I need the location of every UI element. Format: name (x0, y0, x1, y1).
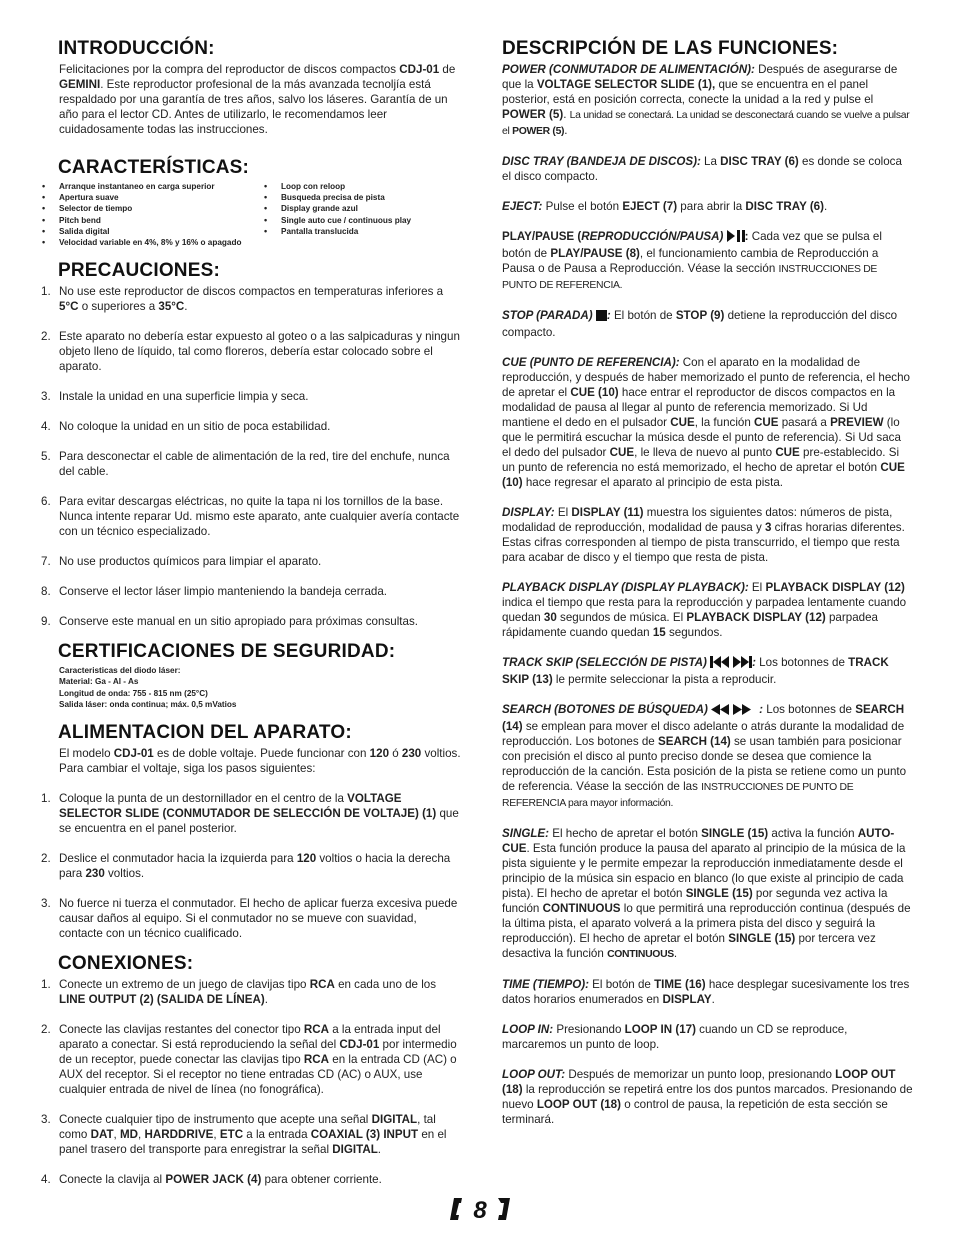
connections-list (41, 977, 462, 1187)
search-arrows-icon (711, 704, 759, 719)
features-col-1 (44, 181, 266, 248)
functions-heading: DESCRIPCIÓN DE LAS FUNCIONES: (502, 38, 839, 59)
play-pause-icon (727, 230, 745, 246)
fn-display: DISPLAY: El DISPLAY (11) muestra los siguientes datos: números de pista, modalidad de reproducción, modalidad de pausa y 3 cifras horarias diferentes. Estas cifras corresponden al tiempo de pista transcurrido, el tiempo que resta para acabar de disco y el tiempo que resta de pista. (502, 506, 905, 564)
fn-disc-tray: DISC TRAY (BANDEJA DE DISCOS): La DISC TRAY (6) es donde se coloca el disco compacto. (502, 155, 902, 183)
feature-item: • Velocidad variable en 4%, 8% y 16% o apagado (44, 237, 266, 248)
safety-line: Salida láser: onda continua; máx. 0,5 mVatios (59, 699, 237, 709)
fn-playback-display: PLAYBACK DISPLAY (DISPLAY PLAYBACK): El PLAYBACK DISPLAY (12) indica el tiempo que resta para la reproducción y parpadea lentamente cuando quedan 30 segundos de música. El PLAYBACK DISPLAY (12) parpadea rápidamente cuando quedan 15 segundos. (502, 581, 907, 639)
power-section (41, 722, 462, 941)
list-item: 3. No fuerce ni tuerza el conmutador. El hecho de aplicar fuerza excesiva puede causar daños al equipo. Si el conmutador no se mueve con suavidad, contacte con un técnico cualificado. (41, 897, 458, 941)
fn-single: SINGLE: El hecho de apretar el botón SINGLE (15) activa la función AUTO-CUE. Esta función produce la pausa del aparato al principio de la música de la pista siguiente y le permite empezar la reproducción inmediatamente desde el principio de la música sin espacio en blanco (lo que existe al principio de cada pista). El hecho de apretar el botón SINGLE (15) por segunda vez activa la función CONTINUOUS lo que permitirá una reproducción continua (después de la última pista, el aparato volverá a la primera pista del disco y seguirá la reproducción). El hecho de apretar el botón SINGLE (15) por tercera vez desactiva la función CONTINUOUS. (502, 827, 911, 960)
fn-eject: EJECT: Pulse el botón EJECT (7) para abrir la DISC TRAY (6). (502, 200, 828, 213)
list-item: 1. Coloque la punta de un destornillador en el centro de la VOLTAGE SELECTOR SLIDE (CONMUTADOR DE SELECCIÓN DE VOLTAJE) (1) que se encuentra en el panel posterior. (41, 792, 459, 836)
track-skip-icon (710, 656, 752, 672)
list-item: 5. Para desconectar el cable de alimentación de la red, tire del enchufe, nunca del cable. (41, 450, 450, 479)
features-col-2 (266, 181, 411, 248)
list-item: 2. Este aparato no debería estar expuesto al goteo o a las salpicaduras y ningun objeto lleno de líquido, tal como floreros, debería estar colocado sobre el aparato. (41, 330, 460, 374)
safety-section (44, 641, 462, 710)
list-item: 2. Conecte las clavijas restantes del conector tipo RCA a la entrada input del aparato a conectar. Si está reproduciendo la señal del CDJ-01 por intermedio de un receptor, puede conectar las clavijas tipo RCA en la entrada CD (AC) o AUX del receptor. Si el receptor no tiene entradas CD (AC) o AUX, use cualquier entrada de nivel de línea (no fonográfica). (41, 1023, 457, 1097)
intro-text: Felicitaciones por la compra del reproductor de discos compactos CDJ-01 de GEMINI. Este reproductor profesional de la más avanzada tecnoljía está respaldado por una garantía de tres años, salvo los láseres. Garantía de un año para el lector CD. Antes de utilizarlo, le recomendamos leer cuidadosamente todas las instrucciones. (59, 63, 456, 136)
precautions-section (41, 260, 462, 629)
fn-loop-in: LOOP IN: Presionando LOOP IN (17) cuando un CD se reproduce, marcaremos un punto de loop. (502, 1023, 848, 1051)
safety-line: Material: Ga - Al - As (59, 677, 139, 687)
feature-item: • Arranque instantaneo en carga superior (44, 181, 266, 192)
power-steps (41, 791, 462, 941)
fn-search: SEARCH (BOTONES DE BÚSQUEDA) : Los botonnes de SEARCH (14) se emplean para mover el disco adelante o atrás durante la modalidad de reproducción. Los botones de SEARCH (14) se usan también para posicionar con precisión el disco al punto preciso donde se desea que comience la reproducción de la canción. Esta posición de la pista se retiene como un punto de referencia. Véase la sección de las INSTRUCCIONES DE PUNTO DE REFERENCIA para mayor información. (502, 703, 907, 809)
safety-heading: CERTIFICACIONES DE SEGURIDAD: (58, 641, 396, 663)
fn-loop-out: LOOP OUT: Después de memorizar un punto loop, presionando LOOP OUT (18) la reproducción se repetirá entre los dos puntos marcados. Presionando de nuevo LOOP OUT (18) o control de pausa, la repetición de esta sección se terminará. (502, 1068, 913, 1126)
feature-item: • Apertura suave (44, 192, 266, 203)
safety-line: Longitud de onda: 755 - 815 nm (25°C) (59, 688, 208, 698)
features-section (44, 157, 462, 248)
fn-cue: CUE (PUNTO DE REFERENCIA): Con el aparato en la modalidad de reproducción, y después de haber memorizado el punto de referencia, el hecho de apretar el CUE (10) hace entrar el reproductor de discos compactos en la modalidad de pausa al llegar al punto de referencia memorizado. Si Ud mantiene el dedo en el pulsador CUE, la función CUE pasará a PREVIEW (lo que le permitirá escuchar la música desde el punto de referencia). Si Ud saca el dedo del pulsador CUE, le lleva de nuevo al punto CUE pre-establecido. Si un punto de referencia no está memorizado, el hecho de apretar el botón CUE (10) hace regresar el aparato al principio de esta pista. (502, 356, 910, 489)
list-item: 8. Conserve el lector láser limpio manteniendo la bandeja cerrada. (41, 585, 388, 599)
features-heading: CARACTERÍSTICAS: (58, 157, 250, 178)
connections-section (41, 953, 462, 1187)
feature-item: • Salida digital (44, 226, 266, 237)
power-intro: El modelo CDJ-01 es de doble voltaje. Puede funcionar con 120 ó 230 voltios. Para cambiar el voltaje, siga los pasos siguientes: (59, 747, 461, 776)
feature-item: • Pantalla translucida (266, 226, 411, 237)
list-item: 4. No coloque la unidad en un sitio de poca estabilidad. (41, 420, 331, 434)
precautions-heading: PRECAUCIONES: (58, 260, 221, 282)
page-number: 8 (473, 1197, 487, 1222)
list-item: 1. No use este reproductor de discos compactos en temperaturas inferiores a 5°C o superiores a 35°C. (41, 285, 444, 314)
precautions-list (41, 284, 462, 629)
list-item: 3. Conecte cualquier tipo de instrumento que acepte una señal DIGITAL, tal como DAT, MD, HARDDRIVE, ETC a la entrada COAXIAL (3) INPUT en el panel trasero del transporte para enregistrar la señal DIGITAL. (41, 1113, 447, 1157)
list-item: 1. Conecte un extremo de un juego de clavijas tipo RCA en cada uno de los LINE OUTPUT (2) (SALIDA DE LÍNEA). (41, 978, 437, 1007)
intro-heading: INTRODUCCIÓN: (58, 38, 215, 59)
list-item: 7. No use productos químicos para limpiar el aparato. (41, 555, 322, 569)
fn-stop: STOP (PARADA) : El botón de STOP (9) detiene la reproducción del disco compacto. (502, 309, 898, 339)
fn-time: TIME (TIEMPO): El botón de TIME (16) hace desplegar sucesivamente los tres datos horarios enumerados en DISPLAY. (502, 978, 910, 1006)
left-column (41, 38, 462, 1202)
stop-icon (596, 310, 607, 325)
list-item: 4. Conecte la clavija al POWER JACK (4) para obtener corriente. (41, 1173, 382, 1187)
list-item: 9. Conserve este manual en un sitio apropiado para próximas consultas. (41, 615, 418, 629)
feature-item: • Selector de tiempo (44, 203, 266, 214)
fn-play-pause: PLAY/PAUSE (REPRODUCCIÓN/PAUSA) : Cada vez que se pulsa el botón de PLAY/PAUSE (8), el funcionamiento cambia de Reproducción a Pausa o de Pausa a Reproducción. Véase la sección INSTRUCCIONES DE PUNTO DE REFERENCIA. (502, 230, 882, 291)
feature-item: • Pitch bend (44, 215, 266, 226)
feature-item: • Busqueda precisa de pista (266, 192, 411, 203)
feature-item: • Single auto cue / continuous play (266, 215, 411, 226)
safety-line: Caracteristicas del diodo láser: (59, 666, 181, 676)
intro-section (44, 38, 462, 137)
list-item: 3. Instale la unidad en una superficie limpia y seca. (41, 390, 309, 404)
power-heading: ALIMENTACION DEL APARATO: (58, 722, 352, 744)
fn-power: POWER (CONMUTADOR DE ALIMENTACIÓN): Después de asegurarse de que la VOLTAGE SELECTOR SLIDE (1), que se encuentra en el panel posterior, está en posición correcta, conecte la unidad a la red y pulse el POWER (5). La unidad se conectará. La unidad se desconectará cuando se vuelve a pulsar el POWER (5). (502, 63, 910, 137)
right-column (502, 38, 913, 1142)
feature-item: • Loop con reloop (266, 181, 411, 192)
fn-track-skip: TRACK SKIP (SELECCIÓN DE PISTA) : Los botonnes de TRACK SKIP (13) le permite seleccionar la pista a reproducir. (502, 656, 889, 686)
list-item: 2. Deslice el conmutador hacia la izquierda para 120 voltios o hacia la derecha para 230 voltios. (41, 852, 451, 881)
feature-item: • Display grande azul (266, 203, 411, 214)
list-item: 6. Para evitar descargas eléctricas, no quite la tapa ni los tornillos de la base. Nunca intente reparar Ud. mismo este aparato, ante cualquier avería contacte con un técnico especializado. (41, 495, 460, 539)
features-list (44, 181, 462, 248)
page-number-logo (448, 1196, 512, 1222)
connections-heading: CONEXIONES: (58, 953, 194, 975)
